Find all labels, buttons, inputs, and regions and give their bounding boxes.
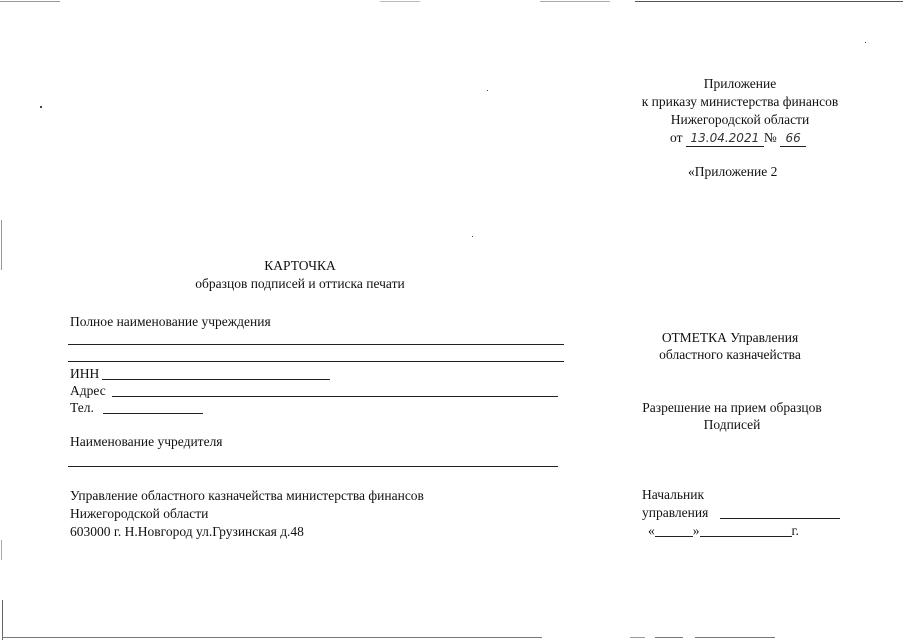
number-sign: №: [763, 130, 777, 145]
inn-line: [102, 379, 330, 380]
date-close-quote: »: [692, 523, 700, 538]
chief-date-row: [648, 523, 799, 539]
scan-speck: [472, 236, 473, 237]
scan-edge-top-mid2: [540, 1, 610, 2]
founder-label: Наименование учредителя: [70, 434, 223, 449]
scan-edge-left: [1, 220, 2, 270]
chief-department-label: управления: [642, 505, 709, 520]
inn-label: ИНН: [70, 366, 100, 381]
chief-label: Начальник: [642, 487, 705, 502]
permission-title: Разрешение на прием образцов: [642, 400, 822, 415]
full-name-line-2: [68, 361, 564, 362]
scan-edge-top-mid: [380, 1, 420, 2]
phone-label: Тел.: [70, 400, 94, 415]
appendix-ot-label: от: [670, 130, 683, 145]
scan-edge-bottom: [2, 637, 542, 638]
permission-subtitle: Подписей: [703, 417, 761, 432]
card-subtitle: образцов подписей и оттиска печати: [195, 276, 405, 291]
date-open-quote: «: [648, 523, 655, 538]
founder-line: [68, 466, 558, 467]
card-title: КАРТОЧКА: [264, 258, 336, 273]
phone-line: [103, 413, 203, 414]
handwritten-number: 66: [780, 130, 806, 147]
scan-edge-left-lower: [1, 540, 2, 560]
treasury-name: Управление областного казначейства министерства финансов: [70, 488, 424, 503]
address-label: Адрес: [70, 383, 106, 398]
full-name-label: Полное наименование учреждения: [70, 314, 271, 329]
scan-edge-left-bottom: [2, 600, 3, 640]
scan-edge-bottom-right-2: [655, 637, 683, 638]
treasury-region: Нижегородской области: [70, 506, 209, 521]
address-line: [112, 396, 558, 397]
appendix-order-line: к приказу министерства финансов: [641, 94, 839, 109]
chief-signature-line: [720, 518, 840, 519]
scan-edge-top-left: [0, 1, 60, 2]
appendix-title: Приложение: [703, 76, 777, 91]
scan-edge-bottom-right-3: [695, 637, 775, 638]
mark-subtitle: областного казначейства: [659, 347, 801, 362]
appendix-date-row: [670, 130, 806, 147]
attachment-label: «Приложение 2: [688, 164, 778, 179]
scan-edge-top-right: [635, 1, 903, 2]
appendix-region-line: Нижегородской области: [670, 112, 810, 127]
scan-speck: [865, 42, 866, 43]
treasury-address: 603000 г. Н.Новгород ул.Грузинская д.48: [70, 524, 304, 539]
full-name-line-1: [68, 344, 564, 345]
date-day-blank: [655, 523, 693, 537]
date-year-suffix: г.: [791, 523, 799, 538]
mark-title: ОТМЕТКА Управления: [661, 330, 799, 345]
date-month-blank: [700, 523, 792, 537]
handwritten-date: 13.04.2021: [686, 130, 764, 147]
scan-edge-bottom-right-1: [630, 637, 645, 638]
scan-speck: [40, 106, 42, 108]
scan-speck: [487, 90, 488, 91]
